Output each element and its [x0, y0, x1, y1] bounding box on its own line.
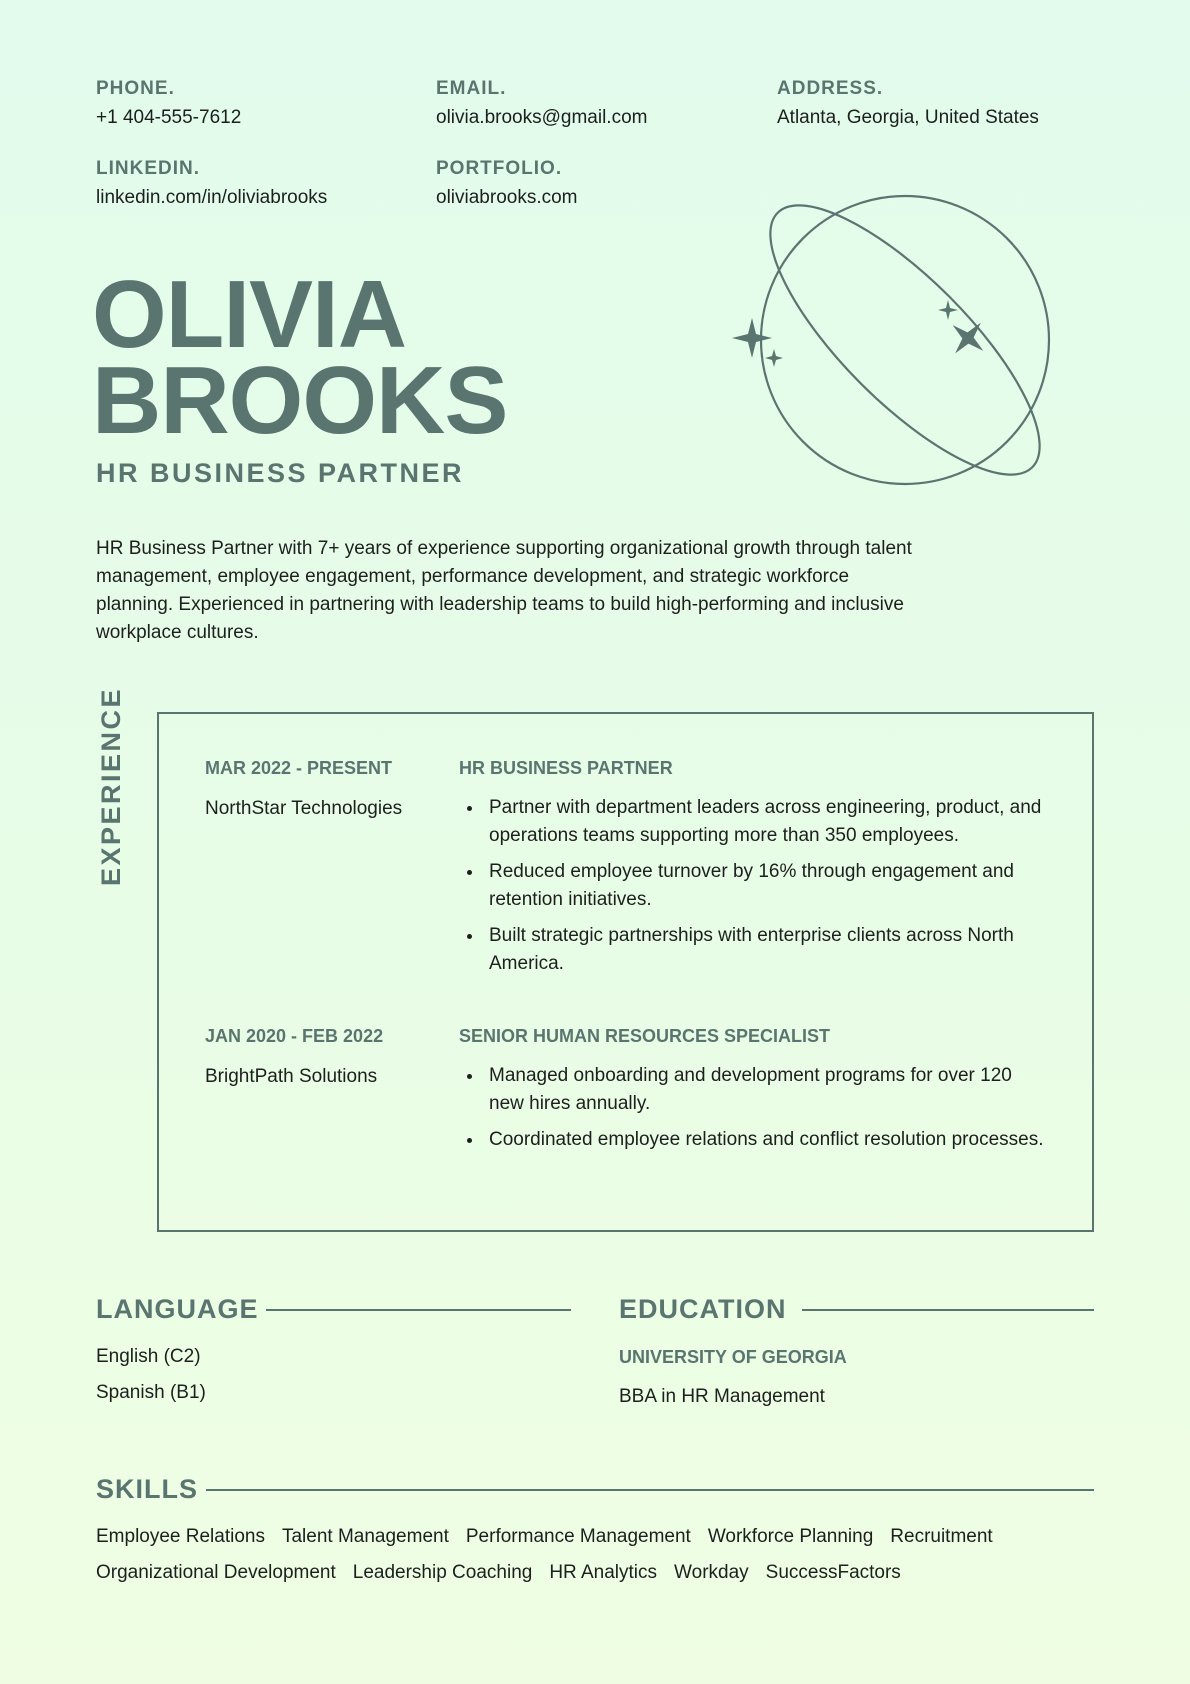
skill-tag: Employee Relations — [96, 1526, 265, 1547]
job-role: HR BUSINESS PARTNER — [96, 458, 465, 488]
skill-tag: SuccessFactors — [765, 1562, 901, 1583]
job-title: HR BUSINESS PARTNER — [459, 758, 673, 778]
language-heading: LANGUAGE — [96, 1294, 259, 1324]
job-date: MAR 2022 - PRESENT — [205, 758, 393, 778]
education-school: UNIVERSITY OF GEORGIA — [619, 1347, 847, 1367]
job-company: BrightPath Solutions — [205, 1066, 378, 1087]
list-item: Partner with department leaders across engineering, product, and operations teams supporting more than 350 employees. — [459, 794, 1049, 850]
linkedin-value: linkedin.com/in/oliviabrooks — [96, 187, 328, 208]
skills-row — [96, 1526, 993, 1548]
skill-tag: Performance Management — [465, 1526, 691, 1547]
skill-tag: Workforce Planning — [707, 1526, 874, 1547]
language-item: English (C2) — [96, 1346, 201, 1367]
language-divider — [266, 1309, 571, 1311]
skills-row — [96, 1562, 901, 1584]
skill-tag: Organizational Development — [96, 1562, 336, 1583]
job-bullets — [459, 794, 1049, 986]
list-item: Managed onboarding and development programs for over 120 new hires annually. — [459, 1062, 1049, 1118]
job-company: NorthStar Technologies — [205, 798, 403, 819]
name-block — [92, 261, 508, 454]
skill-tag: Talent Management — [281, 1526, 449, 1547]
job-date: JAN 2020 - FEB 2022 — [205, 1026, 384, 1046]
list-item: Reduced employee turnover by 16% through engagement and retention initiatives. — [459, 858, 1049, 914]
contact-linkedin — [96, 158, 327, 209]
education-degree: BBA in HR Management — [619, 1386, 825, 1407]
contact-email — [436, 78, 647, 129]
portfolio-label: PORTFOLIO. — [436, 158, 563, 179]
education-heading: EDUCATION — [619, 1294, 787, 1324]
address-value: Atlanta, Georgia, United States — [777, 107, 1039, 128]
skills-divider — [206, 1489, 1094, 1491]
phone-value: +1 404-555-7612 — [96, 107, 242, 128]
skill-tag: HR Analytics — [549, 1562, 658, 1583]
address-label: ADDRESS. — [777, 78, 884, 99]
job-bullets — [459, 1062, 1049, 1162]
skills-heading: SKILLS — [96, 1474, 199, 1504]
contact-portfolio — [436, 158, 578, 209]
skill-tag: Workday — [674, 1562, 749, 1583]
last-name: BROOKS — [92, 347, 508, 454]
experience-box — [157, 712, 1094, 1232]
email-label: EMAIL. — [436, 78, 507, 99]
language-item: Spanish (B1) — [96, 1382, 206, 1403]
contact-address — [777, 78, 1039, 129]
email-value: olivia.brooks@gmail.com — [436, 107, 648, 128]
phone-label: PHONE. — [96, 78, 175, 99]
experience-heading: EXPERIENCE — [96, 686, 126, 886]
list-item: Coordinated employee relations and conflict resolution processes. — [459, 1126, 1049, 1154]
skill-tag: Recruitment — [890, 1526, 993, 1547]
planet-orbit-icon — [720, 188, 1060, 498]
education-divider — [802, 1309, 1094, 1311]
portfolio-value: oliviabrooks.com — [436, 187, 578, 208]
contact-phone — [96, 78, 241, 129]
skill-tag: Leadership Coaching — [352, 1562, 533, 1583]
profile-summary: HR Business Partner with 7+ years of experience supporting organizational growth through talent management, employee engagement, performance development, and strategic workforce planning. Experienced in partnering with leadership teams to build high-performing and inclusive workplace cultures. — [96, 538, 912, 643]
list-item: Built strategic partnerships with enterprise clients across North America. — [459, 922, 1049, 978]
linkedin-label: LINKEDIN. — [96, 158, 200, 179]
job-title: SENIOR HUMAN RESOURCES SPECIALIST — [459, 1026, 831, 1046]
first-name: OLIVIA — [92, 261, 407, 368]
